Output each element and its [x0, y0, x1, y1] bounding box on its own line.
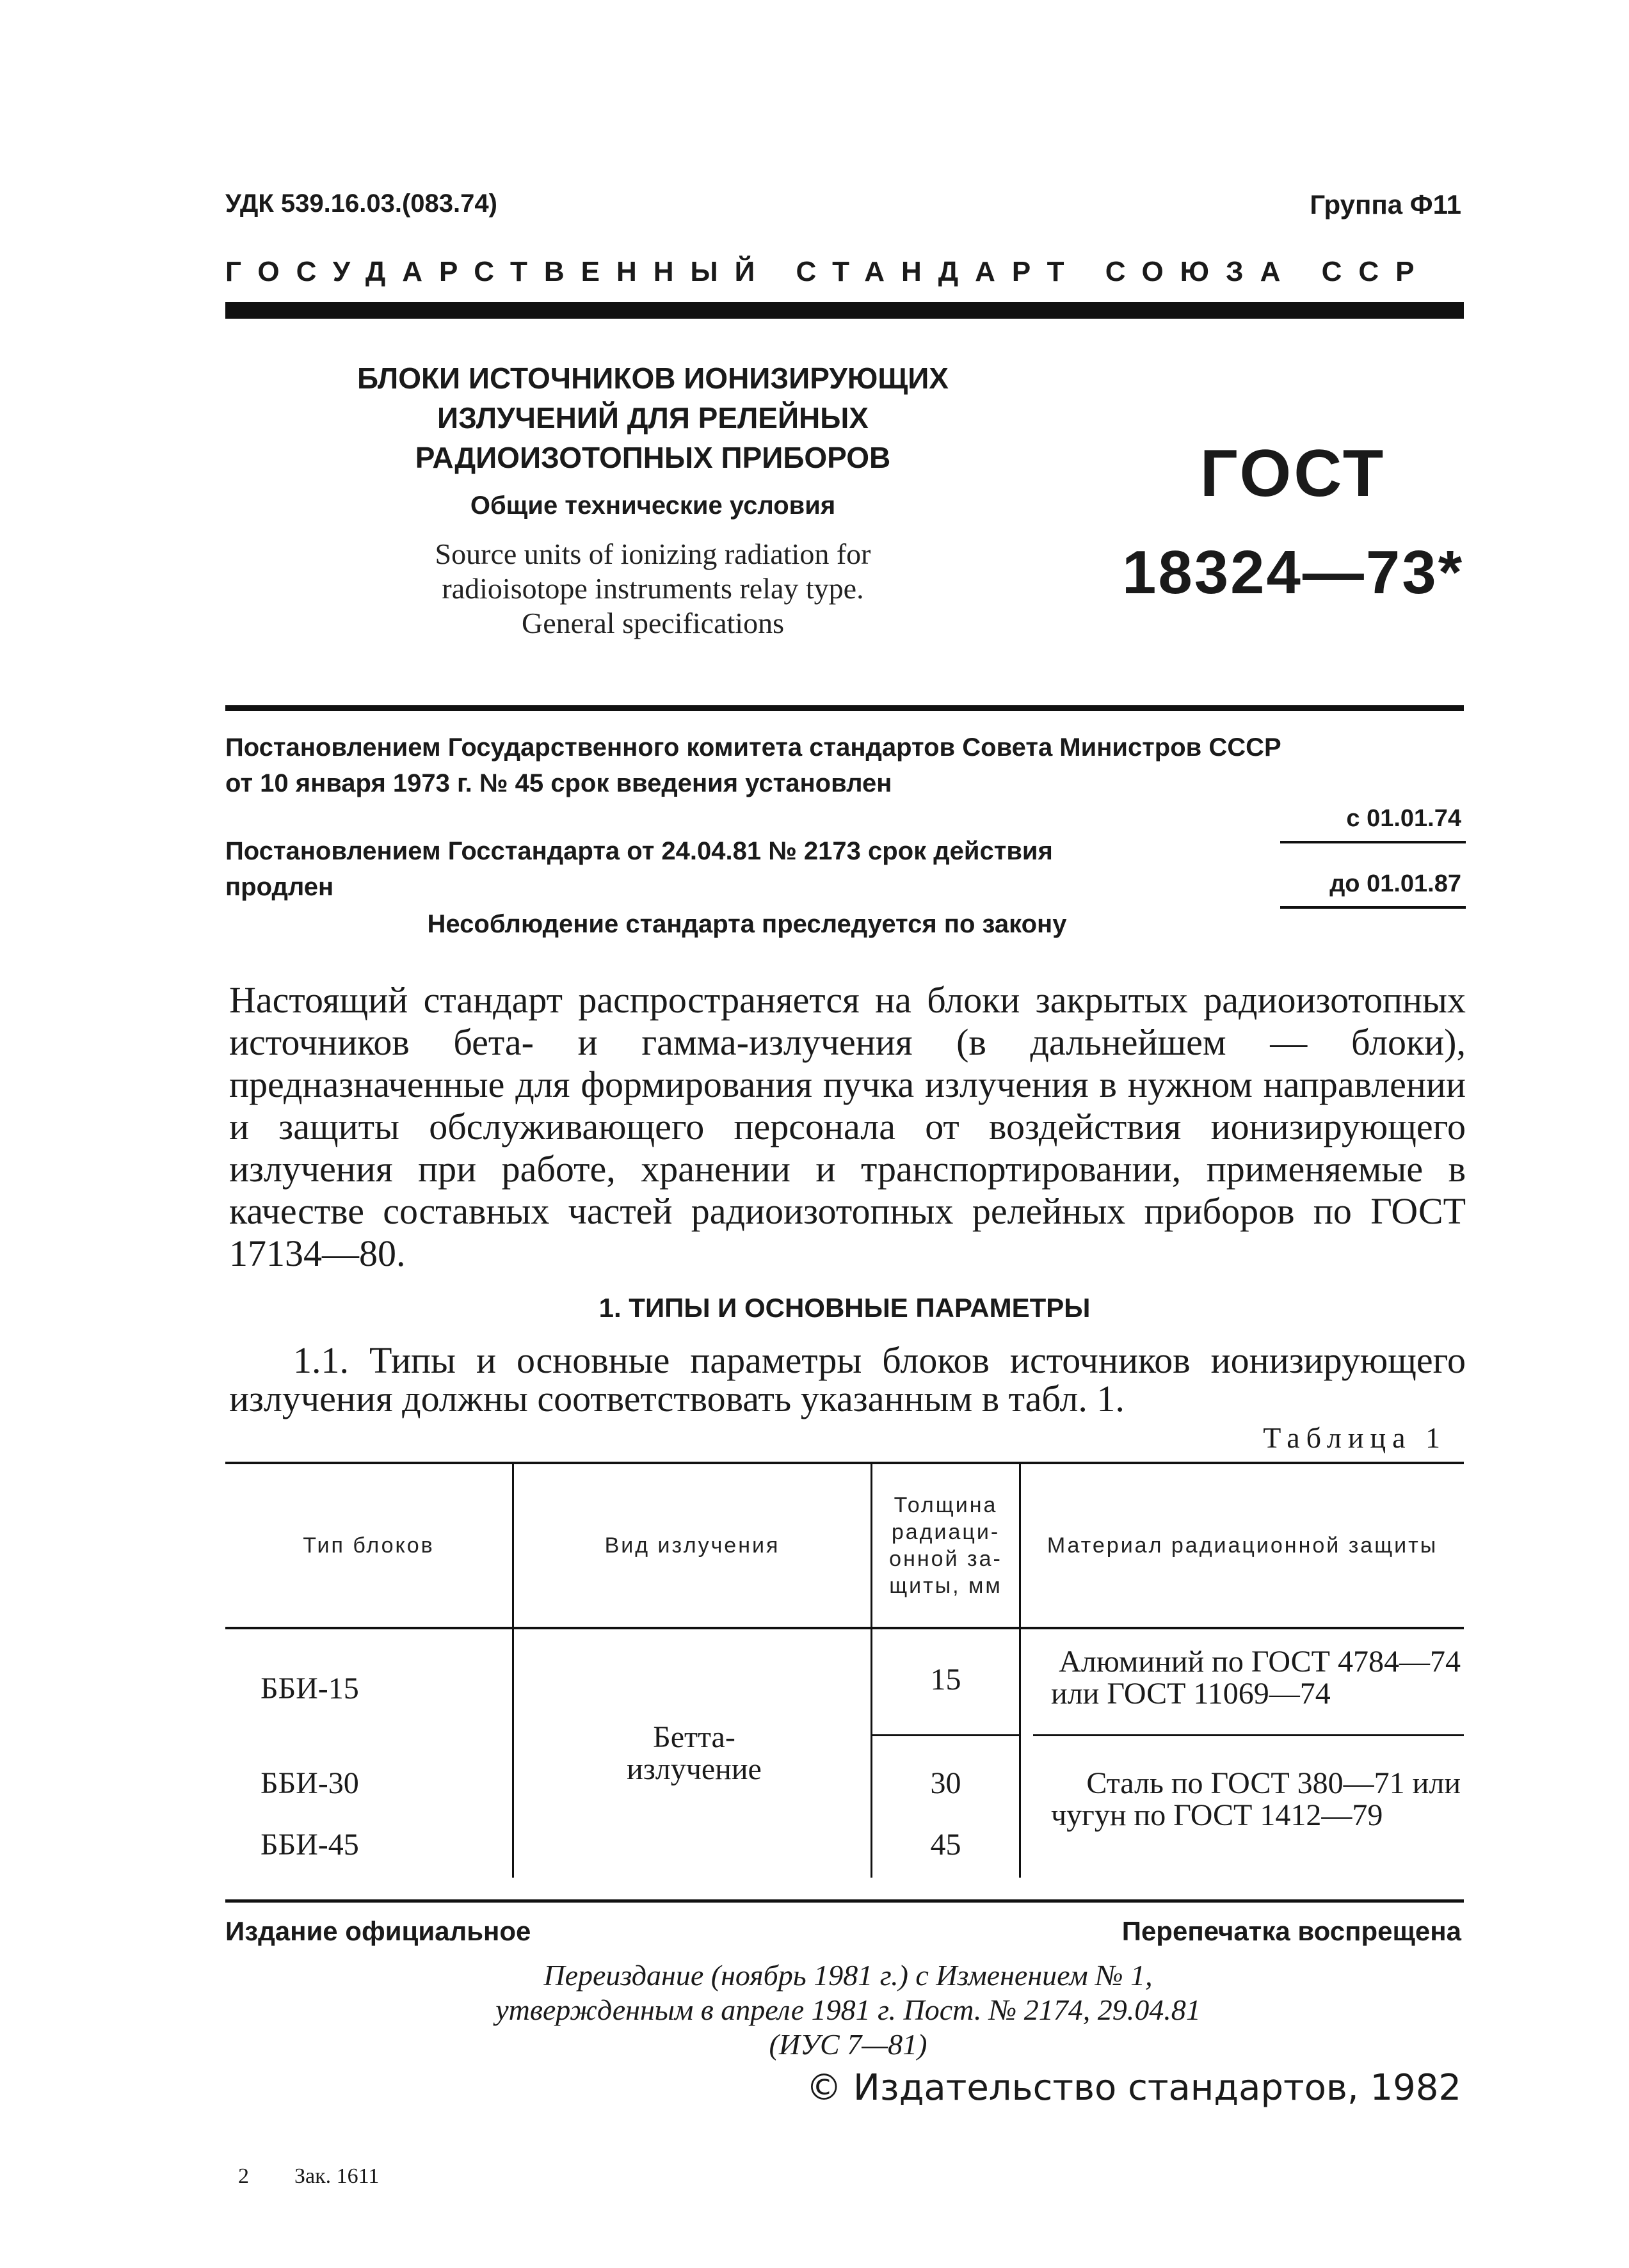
parameters-table	[225, 1462, 1464, 1878]
date-from: с 01.01.74	[1346, 805, 1461, 832]
official-edition: Издание официальное	[225, 1916, 531, 1946]
cell-thickness: 15	[930, 1663, 961, 1697]
subtitle-russian: Общие технические условия	[470, 491, 836, 520]
cell-line: Алюминий по ГОСТ 4784—74	[1059, 1645, 1461, 1679]
reissue-line: (ИУС 7—81)	[769, 2028, 927, 2061]
table-row-rule	[872, 1734, 1019, 1736]
cell-type: ББИ-15	[261, 1672, 359, 1705]
table-header-rule	[225, 1627, 1464, 1629]
decree-line: Постановлением Госстандарта от 24.04.81 № 2173 срок действия	[225, 837, 1053, 865]
title-block	[294, 358, 1011, 641]
header-thickness	[872, 1464, 1019, 1627]
title-en-line: radioisotope instruments relay type.	[442, 572, 864, 605]
copyright: © Издательство стандартов, 1982	[806, 2067, 1461, 2109]
cell-line: чугун по ГОСТ 1412—79	[1051, 1798, 1383, 1832]
decree-line: от 10 января 1973 г. № 45 срок введения установлен	[225, 769, 892, 797]
state-standard-banner: ГОСУДАРСТВЕННЫЙ СТАНДАРТ СОЮЗА ССР	[225, 256, 1431, 287]
order-number: Зак. 1611	[294, 2164, 380, 2188]
header-line: Толщина	[894, 1493, 998, 1517]
cell-line: Бетта-	[653, 1720, 735, 1754]
table-caption: Таблица 1	[1263, 1421, 1447, 1454]
header-line: щиты, мм	[889, 1574, 1002, 1598]
title-en-line: Source units of ionizing radiation for	[435, 538, 871, 570]
header-line: онной за-	[889, 1547, 1002, 1571]
top-thick-rule	[225, 302, 1464, 319]
footer-rule	[225, 1899, 1464, 1903]
reissue-line: Переиздание (ноябрь 1981 г.) с Изменением № 1,	[543, 1959, 1153, 1992]
group-code: Группа Ф11	[1310, 189, 1461, 220]
cell-type: ББИ-30	[261, 1766, 359, 1800]
title-line: БЛОКИ ИСТОЧНИКОВ ИОНИЗИРУЮЩИХ	[357, 362, 949, 395]
title-line: ИЗЛУЧЕНИЙ ДЛЯ РЕЛЕЙНЫХ	[437, 401, 869, 435]
cell-thickness: 45	[930, 1828, 961, 1862]
reprint-notice: Перепечатка воспрещена	[1121, 1916, 1461, 1946]
date-underline	[1280, 906, 1466, 909]
cell-thickness: 30	[930, 1766, 961, 1800]
cell-material	[1051, 1768, 1461, 1832]
title-english	[294, 537, 1011, 641]
decree-introduction	[225, 730, 1461, 801]
cell-type: ББИ-45	[261, 1828, 359, 1862]
section-heading: 1. ТИПЫ И ОСНОВНЫЕ ПАРАМЕТРЫ	[598, 1293, 1091, 1323]
cell-line: излучение	[627, 1752, 762, 1786]
cell-line: или ГОСТ 11069—74	[1051, 1677, 1331, 1711]
header-radiation: Вид излучения	[604, 1533, 780, 1558]
date-to: до 01.01.87	[1329, 870, 1461, 897]
gost-designation	[1114, 435, 1472, 611]
paragraph-1-1: 1.1. Типы и основные параметры блоков источников ионизирующего излучения должны соответствовать указанным в табл. 1.	[229, 1339, 1466, 1419]
decree-line: продлен	[225, 873, 334, 901]
header-rule	[225, 705, 1464, 711]
cell-radiation	[520, 1721, 869, 1785]
legal-notice: Несоблюдение стандарта преследуется по закону	[427, 910, 1067, 938]
decree-extension	[225, 833, 1275, 905]
intro-paragraph: Настоящий стандарт распространяется на блоки закрытых радиоизотопных источников бета- и гамма-излучения (в дальнейшем — блоки), предназначенные для формирования пучка излучения в нужном направлении и защиты обслуживающего персонала от воздействия ионизирующего излучения при работе, хранении и транспортировании, применяемые в качестве составных частей радиоизотопных релейных приборов по ГОСТ 17134—80.	[229, 979, 1466, 1274]
cell-line: Сталь по ГОСТ 380—71 или	[1086, 1766, 1461, 1800]
header-material: Материал радиационной защиты	[1047, 1533, 1438, 1558]
cell-material	[1051, 1646, 1461, 1710]
date-underline	[1280, 841, 1466, 843]
title-en-line: General specifications	[522, 607, 784, 639]
page-number: 2	[238, 2164, 249, 2188]
decree-line: Постановлением Государственного комитета стандартов Совета Министров СССР	[225, 733, 1281, 762]
gost-label: ГОСТ	[1200, 436, 1386, 511]
udk-code: УДК 539.16.03.(083.74)	[225, 189, 497, 218]
reissue-line: утвержденным в апреле 1981 г. Пост. № 2174, 29.04.81	[495, 1993, 1201, 2026]
title-line: РАДИОИЗОТОПНЫХ ПРИБОРОВ	[415, 441, 891, 474]
header-line: радиаци-	[891, 1520, 1000, 1544]
gost-number: 18324—73*	[1121, 538, 1464, 607]
title-russian	[294, 358, 1011, 477]
header-type: Тип блоков	[303, 1533, 435, 1558]
reissue-note	[358, 1958, 1338, 2062]
table-row-rule	[1033, 1734, 1464, 1736]
